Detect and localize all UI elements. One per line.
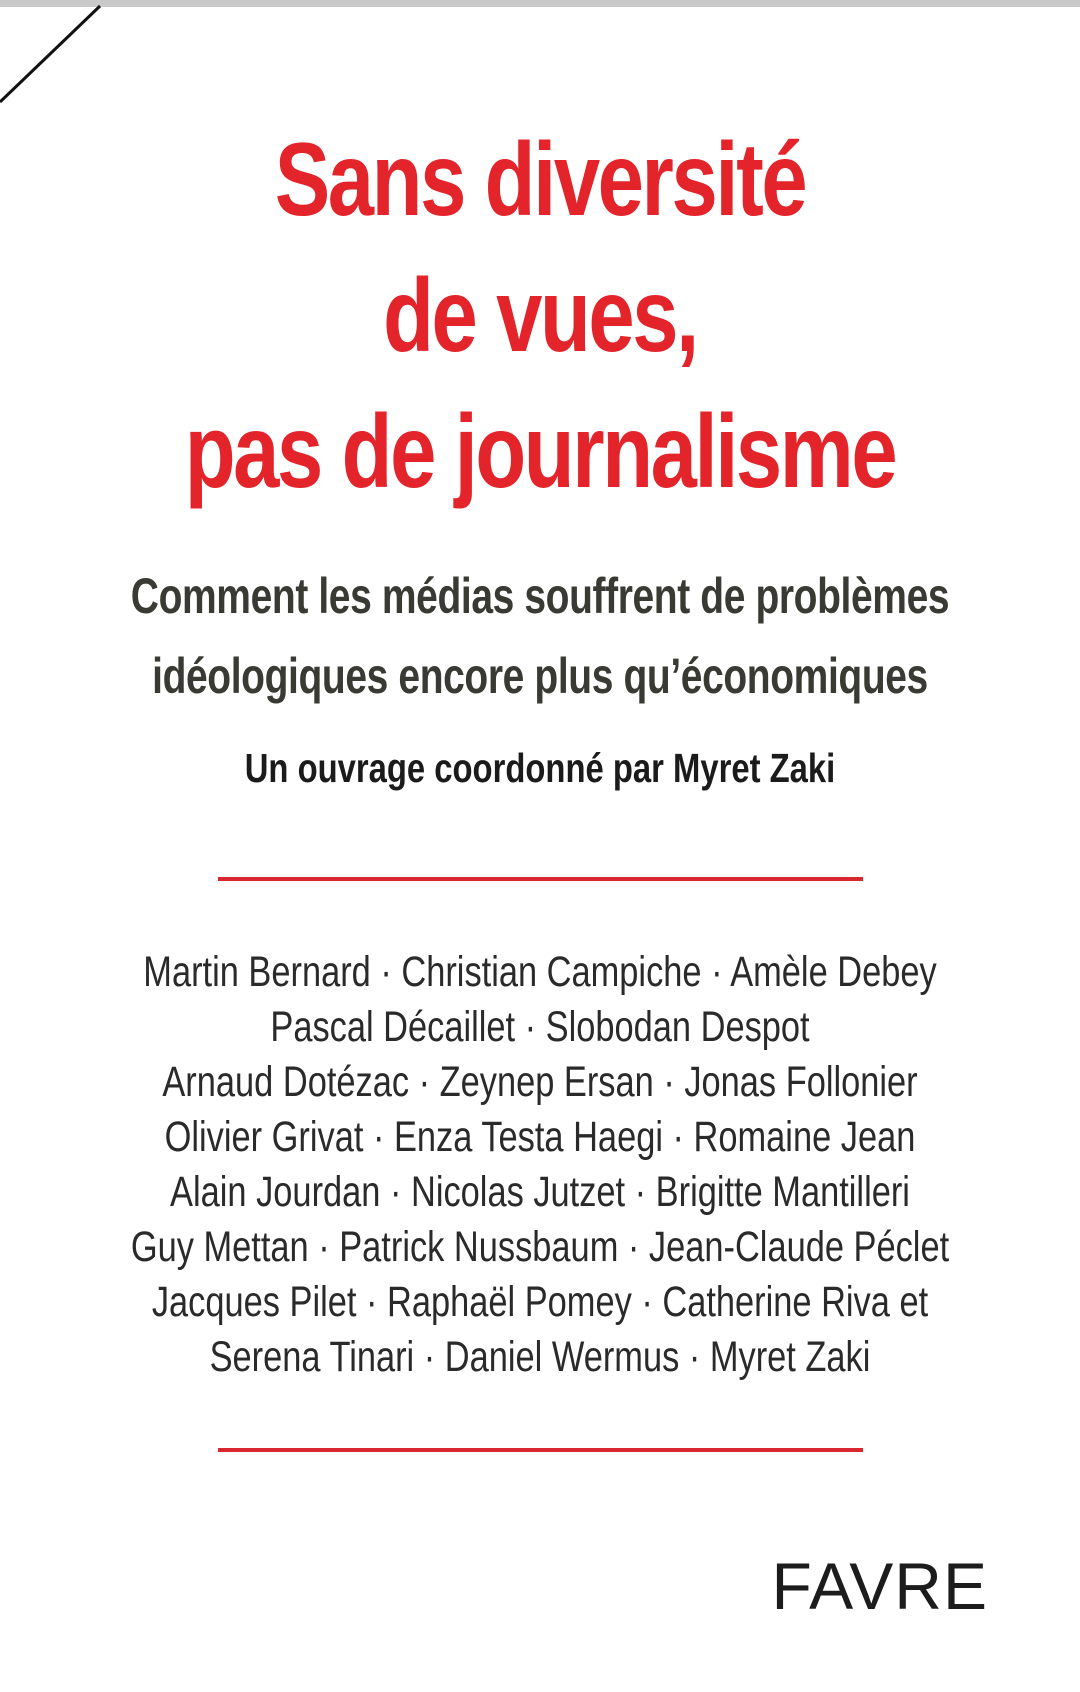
subtitle-line: idéologiques encore plus qu’économiques bbox=[152, 648, 928, 704]
title-line: pas de journalisme bbox=[184, 394, 896, 510]
contributors-line: Guy Mettan · Patrick Nussbaum · Jean-Claude Péclet bbox=[130, 1223, 950, 1271]
subtitle-line: Comment les médias souffrent de problèmes bbox=[130, 568, 950, 624]
contributors-line: Pascal Décaillet · Slobodan Despot bbox=[270, 1003, 810, 1051]
contributors-line: Serena Tinari · Daniel Wermus · Myret Zaki bbox=[209, 1333, 871, 1381]
red-divider-top bbox=[218, 877, 863, 881]
red-divider-bottom bbox=[218, 1448, 863, 1452]
contributors-list bbox=[108, 945, 972, 1385]
contributors-line: Alain Jourdan · Nicolas Jutzet · Brigitte Mantilleri bbox=[170, 1168, 910, 1216]
coordinator-credit: Un ouvrage coordonné par Myret Zaki bbox=[244, 745, 836, 791]
contributors-line: Martin Bernard · Christian Campiche · Amèle Debey bbox=[143, 948, 937, 996]
book-title bbox=[140, 112, 940, 520]
title-line: de vues, bbox=[383, 258, 697, 374]
contributors-line: Olivier Grivat · Enza Testa Haegi · Romaine Jean bbox=[164, 1113, 916, 1161]
title-line: Sans diversité bbox=[274, 122, 806, 238]
contributors-line: Arnaud Dotézac · Zeynep Ersan · Jonas Follonier bbox=[162, 1058, 918, 1106]
publisher-logo: FAVRE bbox=[771, 1549, 988, 1623]
contributors-line: Jacques Pilet · Raphaël Pomey · Catherine Riva et bbox=[151, 1278, 929, 1326]
book-subtitle bbox=[119, 556, 961, 716]
